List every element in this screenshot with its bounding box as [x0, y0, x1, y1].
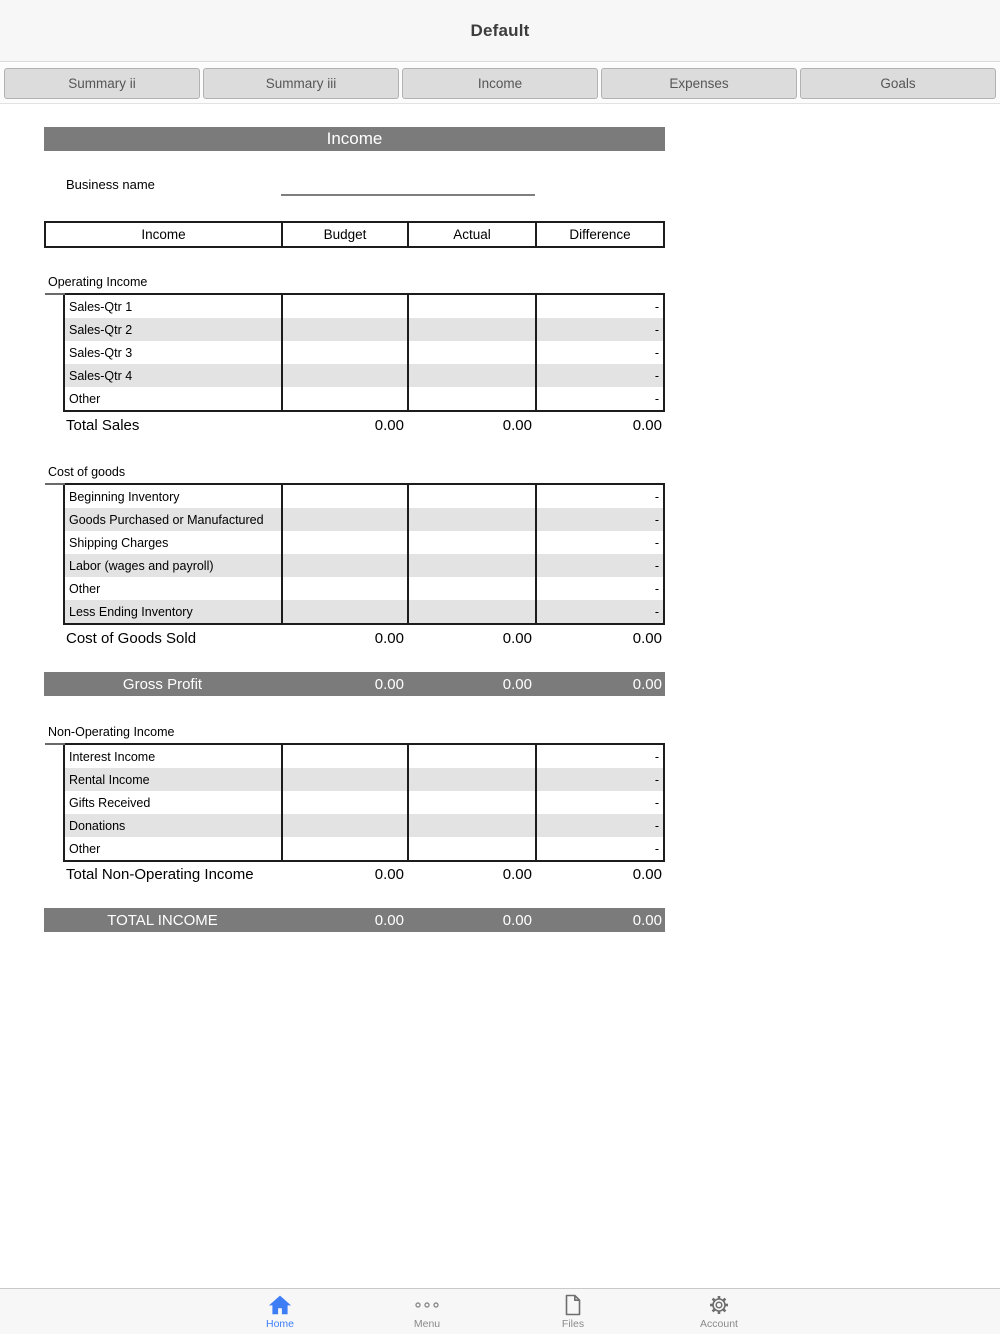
cell-actual[interactable]: [407, 387, 535, 410]
income-worksheet: [44, 127, 665, 933]
section-label-non-operating-income: Non-Operating Income: [48, 725, 175, 739]
gross-profit-budget: 0.00: [374, 675, 404, 693]
cell-budget[interactable]: [281, 600, 407, 623]
operating-income-table: [63, 293, 665, 412]
cell-budget[interactable]: [281, 768, 407, 791]
toolbar-item-label: Menu: [413, 1318, 441, 1330]
total-actual: 0.00: [502, 865, 532, 883]
cell-difference: -: [535, 387, 663, 410]
cell-label[interactable]: Goods Purchased or Manufactured: [69, 512, 264, 527]
cell-actual[interactable]: [407, 554, 535, 577]
table-row[interactable]: [65, 768, 663, 791]
cell-difference: -: [535, 341, 663, 364]
cell-label[interactable]: Beginning Inventory: [69, 489, 180, 504]
total-difference: 0.00: [632, 629, 662, 647]
cell-actual[interactable]: [407, 837, 535, 860]
cell-label[interactable]: Interest Income: [69, 749, 156, 764]
section-label-cost-of-goods: Cost of goods: [48, 465, 126, 479]
column-header-income: Income: [141, 227, 186, 242]
gross-profit-bar: [44, 672, 665, 696]
total-difference: 0.00: [632, 865, 662, 883]
toolbar-item-home[interactable]: [230, 1292, 330, 1334]
cost-of-goods-sold-row: [44, 626, 665, 650]
cell-budget[interactable]: [281, 745, 407, 768]
cell-budget[interactable]: [281, 485, 407, 508]
table-row[interactable]: [65, 745, 663, 768]
cell-difference: -: [535, 295, 663, 318]
toolbar-item-files[interactable]: [523, 1292, 623, 1334]
cell-actual[interactable]: [407, 791, 535, 814]
cell-label[interactable]: Less Ending Inventory: [69, 604, 193, 619]
cell-difference: -: [535, 791, 663, 814]
total-income-difference: 0.00: [632, 911, 662, 929]
cell-actual[interactable]: [407, 768, 535, 791]
cell-budget[interactable]: [281, 791, 407, 814]
cell-label[interactable]: Gifts Received: [69, 795, 151, 810]
cell-budget[interactable]: [281, 295, 407, 318]
toolbar-item-label: Account: [700, 1318, 738, 1330]
sheet-title-bar: [44, 127, 665, 151]
table-row[interactable]: [65, 295, 663, 318]
table-row[interactable]: [65, 485, 663, 508]
files-icon: [561, 1292, 585, 1317]
table-row[interactable]: [65, 837, 663, 860]
total-actual: 0.00: [502, 629, 532, 647]
cell-label[interactable]: Sales-Qtr 4: [69, 368, 133, 383]
column-header-row: [44, 221, 665, 248]
column-header-actual: Actual: [407, 223, 535, 246]
total-label: Cost of Goods Sold: [66, 629, 197, 647]
cell-label[interactable]: Labor (wages and payroll): [69, 558, 214, 573]
table-row[interactable]: [65, 600, 663, 623]
cell-actual[interactable]: [407, 508, 535, 531]
cell-actual[interactable]: [407, 364, 535, 387]
bottom-toolbar: [0, 1288, 1000, 1334]
total-label: Total Sales: [66, 416, 140, 434]
cell-label[interactable]: Shipping Charges: [69, 535, 169, 550]
cell-actual[interactable]: [407, 814, 535, 837]
cell-difference: -: [535, 531, 663, 554]
total-actual: 0.00: [502, 416, 532, 434]
cell-label[interactable]: Sales-Qtr 1: [69, 299, 133, 314]
table-row[interactable]: [65, 387, 663, 410]
total-income-actual: 0.00: [502, 911, 532, 929]
document-title: Default: [470, 20, 530, 40]
cell-budget[interactable]: [281, 364, 407, 387]
cell-difference: -: [535, 745, 663, 768]
table-row[interactable]: [65, 554, 663, 577]
tab-goals[interactable]: Goals: [800, 68, 996, 99]
cell-label[interactable]: Other: [69, 581, 101, 596]
cell-difference: -: [535, 814, 663, 837]
table-row[interactable]: [65, 341, 663, 364]
total-budget: 0.00: [374, 629, 404, 647]
cell-actual[interactable]: [407, 341, 535, 364]
cell-difference: -: [535, 318, 663, 341]
column-header-budget: Budget: [281, 223, 407, 246]
cell-difference: -: [535, 364, 663, 387]
cell-budget[interactable]: [281, 318, 407, 341]
home-icon: [268, 1292, 292, 1317]
toolbar-item-label: Files: [561, 1318, 585, 1330]
cell-budget[interactable]: [281, 531, 407, 554]
table-row[interactable]: [65, 318, 663, 341]
cell-difference: -: [535, 508, 663, 531]
cell-label[interactable]: Sales-Qtr 3: [69, 345, 133, 360]
total-sales-row: [44, 413, 665, 437]
cell-actual[interactable]: [407, 577, 535, 600]
cell-budget[interactable]: [281, 387, 407, 410]
cell-budget[interactable]: [281, 837, 407, 860]
table-row[interactable]: [65, 814, 663, 837]
table-row[interactable]: [65, 364, 663, 387]
business-name-label: Business name: [66, 177, 155, 192]
non-operating-income-table: [63, 743, 665, 862]
cell-budget[interactable]: [281, 577, 407, 600]
account-icon: [707, 1292, 731, 1317]
cell-actual[interactable]: [407, 745, 535, 768]
cell-label[interactable]: Donations: [69, 818, 126, 833]
cell-actual[interactable]: [407, 600, 535, 623]
cell-difference: -: [535, 837, 663, 860]
cell-label[interactable]: Other: [69, 391, 101, 406]
total-income-label: TOTAL INCOME: [107, 911, 218, 929]
gross-profit-difference: 0.00: [632, 675, 662, 693]
cell-difference: -: [535, 577, 663, 600]
sheet-tab-strip: [0, 63, 1000, 104]
column-header-difference: Difference: [535, 223, 663, 246]
cell-budget[interactable]: [281, 814, 407, 837]
cost-of-goods-table: [63, 483, 665, 625]
cell-budget[interactable]: [281, 508, 407, 531]
total-non-operating-income-row: [44, 862, 665, 886]
gross-profit-label: Gross Profit: [122, 675, 203, 693]
table-row[interactable]: [65, 577, 663, 600]
cell-actual[interactable]: [407, 485, 535, 508]
total-income-bar: [44, 908, 665, 932]
cell-difference: -: [535, 600, 663, 623]
gross-profit-actual: 0.00: [502, 675, 532, 693]
total-budget: 0.00: [374, 416, 404, 434]
total-label: Total Non-Operating Income: [66, 865, 254, 883]
cell-label[interactable]: Rental Income: [69, 772, 150, 787]
business-name-input[interactable]: [281, 180, 535, 196]
cell-difference: -: [535, 485, 663, 508]
tab-summary-ii[interactable]: Summary ii: [4, 68, 200, 99]
menu-icon: [414, 1292, 440, 1317]
tab-income[interactable]: Income: [402, 68, 598, 99]
toolbar-item-menu[interactable]: [377, 1292, 477, 1334]
section-label-operating-income: Operating Income: [48, 275, 148, 289]
cell-actual[interactable]: [407, 318, 535, 341]
table-row[interactable]: [65, 508, 663, 531]
toolbar-item-label: Home: [265, 1318, 294, 1330]
tab-summary-iii[interactable]: Summary iii: [203, 68, 399, 99]
total-budget: 0.00: [374, 865, 404, 883]
tab-expenses[interactable]: Expenses: [601, 68, 797, 99]
top-nav-bar: [0, 0, 1000, 62]
total-income-budget: 0.00: [374, 911, 404, 929]
cell-budget[interactable]: [281, 554, 407, 577]
total-difference: 0.00: [632, 416, 662, 434]
cell-actual[interactable]: [407, 531, 535, 554]
table-row[interactable]: [65, 531, 663, 554]
cell-label[interactable]: Other: [69, 841, 101, 856]
cell-actual[interactable]: [407, 295, 535, 318]
toolbar-item-account[interactable]: [669, 1292, 769, 1334]
table-row[interactable]: [65, 791, 663, 814]
sheet-title: Income: [326, 129, 383, 148]
cell-budget[interactable]: [281, 341, 407, 364]
cell-difference: -: [535, 768, 663, 791]
cell-label[interactable]: Sales-Qtr 2: [69, 322, 133, 337]
cell-difference: -: [535, 554, 663, 577]
